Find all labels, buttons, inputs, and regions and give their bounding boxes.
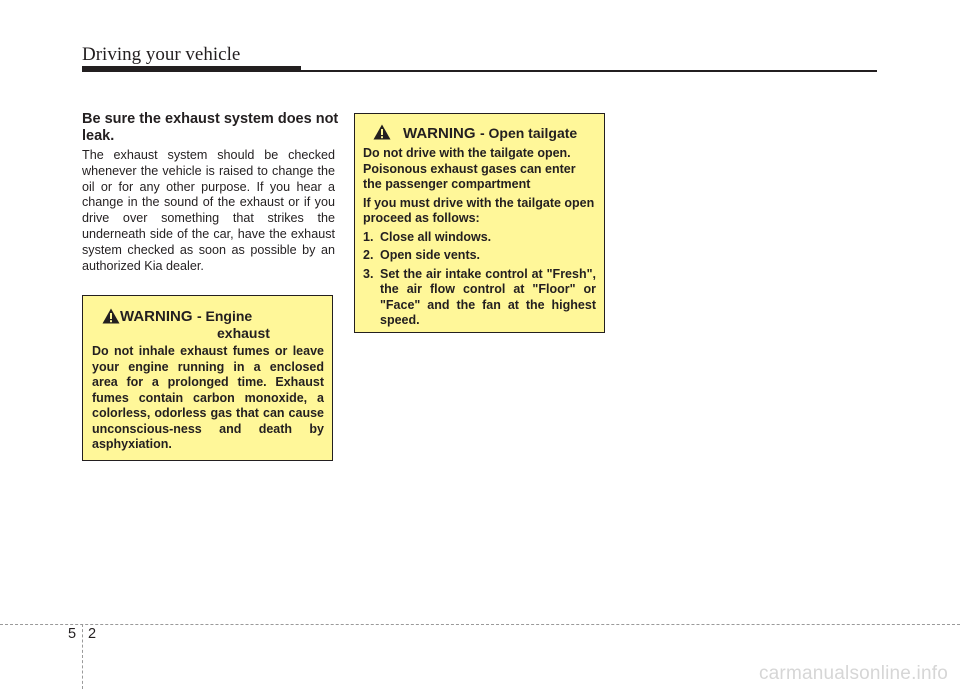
- page-number: 2: [88, 626, 97, 642]
- section-heading: Be sure the exhaust system does not leak.: [82, 111, 339, 144]
- warning-label: WARNING: [403, 125, 476, 142]
- warning-triangle-icon: [373, 124, 391, 140]
- warning-box-open-tailgate: [354, 113, 605, 333]
- warning-triangle-icon: [102, 308, 120, 324]
- warning-heading: [92, 308, 324, 342]
- step-number: 3.: [363, 266, 374, 281]
- warning-paragraph: If you must drive with the tailgate open proceed as follows:: [363, 195, 595, 225]
- header-rule-thin: [301, 70, 877, 72]
- warning-text: [363, 146, 596, 329]
- warning-text: Do not inhale exhaust fumes or leave your engine running in a enclosed area for a prolonged time. Exhaust fumes contain carbon monoxide, a colorless, odorless gas that can cause unconscious-ness and death by asphyxiation.: [92, 344, 324, 451]
- step-text: Set the air intake control at "Fresh", the air flow control at "Floor" or "Face" and the fan at the highest speed.: [380, 266, 596, 327]
- chapter-number: 5: [68, 626, 77, 642]
- warning-box-engine-exhaust: [82, 295, 333, 461]
- step-text: Open side vents.: [380, 248, 481, 262]
- list-item: [363, 248, 596, 264]
- warning-subtitle: - Engine: [196, 308, 253, 324]
- warning-paragraph: Do not drive with the tailgate open. Poisonous exhaust gases can enter the passenger compartment: [363, 146, 576, 191]
- list-item: [363, 267, 596, 329]
- footer-vertical-divider: [82, 624, 83, 689]
- header-rule-thick: [82, 66, 301, 72]
- warning-heading: [363, 124, 596, 146]
- warning-subtitle: - Open tailgate: [479, 125, 578, 141]
- step-number: 2.: [363, 248, 374, 262]
- step-number: 1.: [363, 229, 374, 244]
- page-header-title: Driving your vehicle: [82, 44, 241, 65]
- warning-subtitle-line-2: exhaust: [217, 325, 270, 341]
- list-item: [363, 230, 596, 246]
- step-text: Close all windows.: [380, 229, 492, 244]
- footer-divider: [0, 624, 960, 625]
- warning-steps-list: [363, 230, 596, 329]
- warning-label: WARNING: [120, 308, 193, 325]
- watermark: carmanualsonline.info: [758, 663, 948, 684]
- section-body-text: The exhaust system should be checked whenever the vehicle is raised to change the oil or for any other purpose. If you hear a change in the sound of the exhaust or if you drive over something that strikes the underneath side of the car, have the exhaust system checked as soon as possible by an authorized Kia dealer.: [82, 148, 335, 273]
